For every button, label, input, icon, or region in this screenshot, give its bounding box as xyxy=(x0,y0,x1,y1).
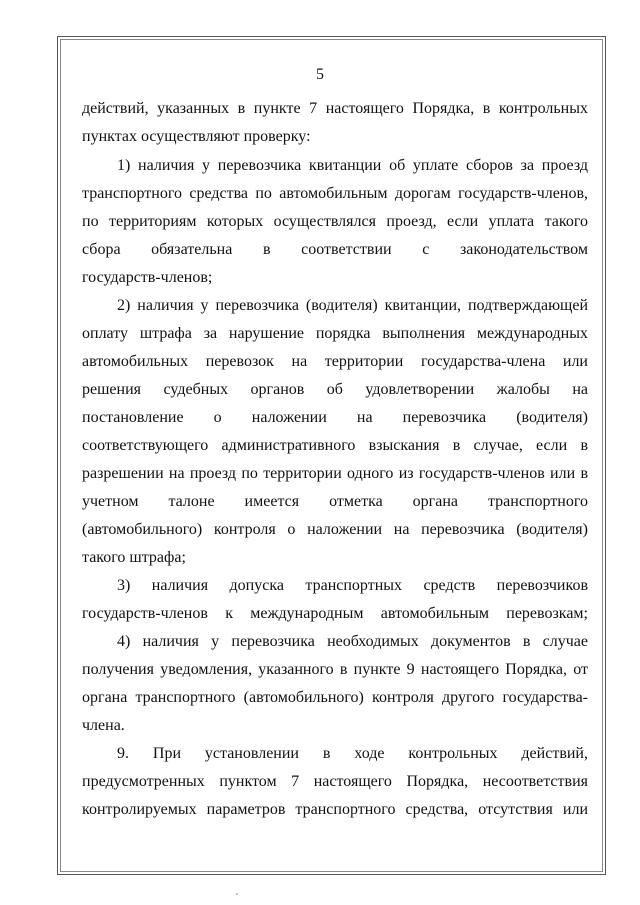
text-line: органа транспортного (автомобильного) контроля другого государства- xyxy=(82,689,588,706)
text-line: 1) наличия у перевозчика квитанции об уплате сборов за проезд xyxy=(117,157,588,174)
text-line: получения уведомления, указанного в пункте 9 настоящего Порядка, от xyxy=(82,661,588,678)
text-line: 9. При установлении в ходе контрольных действий, xyxy=(117,745,588,762)
text-line: решения судебных органов об удовлетворении жалобы на xyxy=(82,381,588,398)
text-line: действий, указанных в пункте 7 настоящего Порядка, в контрольных xyxy=(82,100,588,117)
page-number: 5 xyxy=(316,66,324,83)
scan-speck xyxy=(236,893,238,895)
text-line: (автомобильного) контроля о наложении на перевозчика (водителя) xyxy=(82,521,588,538)
text-line: предусмотренных пунктом 7 настоящего Порядка, несоответствия xyxy=(82,773,588,790)
text-line: оплату штрафа за нарушение порядка выполнения международных xyxy=(82,325,588,342)
text-line: учетном талоне имеется отметка органа транспортного xyxy=(82,493,588,510)
text-line: постановление о наложении на перевозчика (водителя) xyxy=(82,409,588,426)
text-line: государств-членов к международным автомобильным перевозкам; xyxy=(82,605,588,622)
text-line: сбора обязательна в соответствии с законодательством xyxy=(82,241,588,258)
text-line: 3) наличия допуска транспортных средств перевозчиков xyxy=(117,577,588,594)
text-line: соответствующего административного взыскания в случае, если в xyxy=(82,437,588,454)
text-line: члена. xyxy=(82,717,125,734)
text-line: автомобильных перевозок на территории государства-члена или xyxy=(82,353,588,370)
text-line: 4) наличия у перевозчика необходимых документов в случае xyxy=(117,633,588,650)
text-line: по территориям которых осуществлялся проезд, если уплата такого xyxy=(82,213,588,230)
text-line: транспортного средства по автомобильным дорогам государств-членов, xyxy=(82,185,588,202)
text-line: контролируемых параметров транспортного средства, отсутствия или xyxy=(82,801,588,818)
text-line: государств-членов; xyxy=(82,269,213,286)
text-line: пунктах осуществляют проверку: xyxy=(82,128,311,145)
text-line: разрешении на проезд по территории одного из государств-членов или в xyxy=(82,465,588,482)
text-line: такого штрафа; xyxy=(82,549,186,566)
text-line: 2) наличия у перевозчика (водителя) квитанции, подтверждающей xyxy=(117,297,588,314)
